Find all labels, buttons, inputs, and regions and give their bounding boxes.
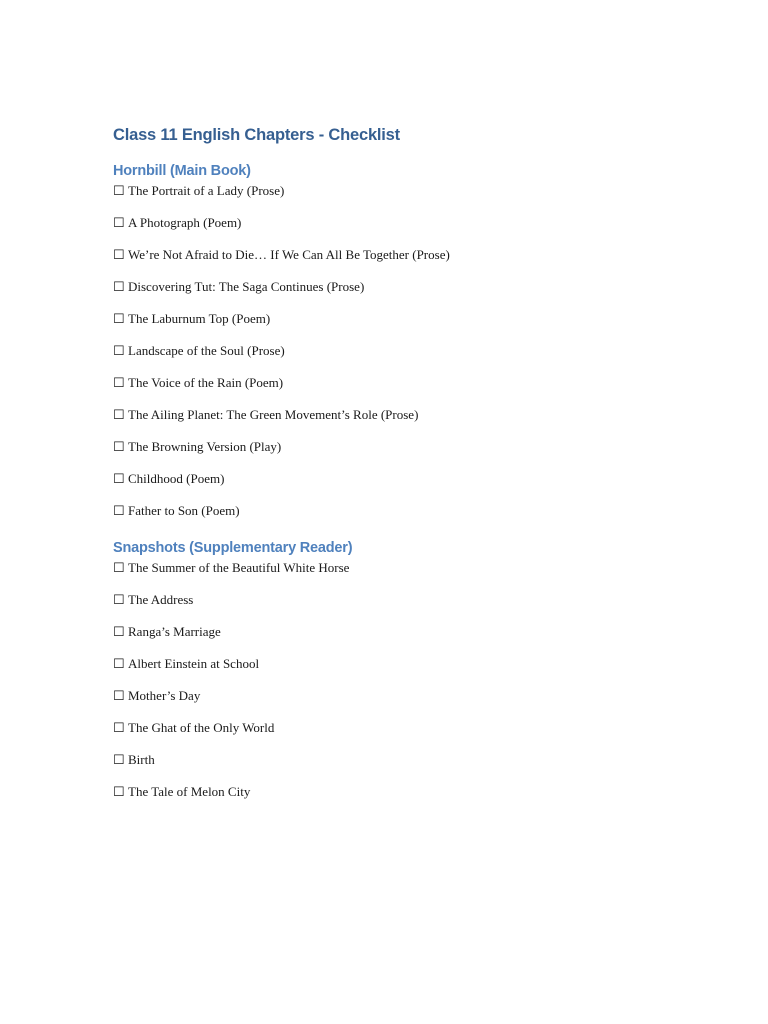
checklist-item-label: Birth <box>128 752 155 767</box>
checklist-item <box>113 470 673 502</box>
checklist-item <box>113 719 673 751</box>
checklist-item <box>113 246 673 278</box>
checklist-item-label: Albert Einstein at School <box>128 656 260 671</box>
checklist-item <box>113 655 673 687</box>
checklist-item-label: Ranga’s Marriage <box>128 624 221 639</box>
checklist-item <box>113 502 673 534</box>
checklist-item <box>113 438 673 470</box>
checklist-item-label: Discovering Tut: The Saga Continues (Prose) <box>128 279 365 294</box>
checklist-item-label: The Address <box>128 592 194 607</box>
checklist-item-label: A Photograph (Poem) <box>128 215 242 230</box>
checklist-item-label: The Summer of the Beautiful White Horse <box>128 560 350 575</box>
section-heading-hornbill: Hornbill (Main Book) <box>113 163 251 179</box>
checklist-item <box>113 374 673 406</box>
checkbox-icon[interactable]: ☐ <box>113 624 125 639</box>
checkbox-icon[interactable]: ☐ <box>113 311 125 326</box>
checklist-item-label: The Voice of the Rain (Poem) <box>128 375 284 390</box>
checklist-item <box>113 214 673 246</box>
checklist-snapshots <box>113 559 673 815</box>
checklist-item-label: Childhood (Poem) <box>128 471 225 486</box>
checklist-item <box>113 278 673 310</box>
checkbox-icon[interactable]: ☐ <box>113 407 125 422</box>
checklist-item <box>113 751 673 783</box>
checklist-item-label: Mother’s Day <box>128 688 201 703</box>
checkbox-icon[interactable]: ☐ <box>113 592 125 607</box>
checklist-item-label: The Tale of Melon City <box>128 784 251 799</box>
page-title: Class 11 English Chapters - Checklist <box>113 126 400 144</box>
checkbox-icon[interactable]: ☐ <box>113 247 125 262</box>
checkbox-icon[interactable]: ☐ <box>113 343 125 358</box>
checklist-hornbill <box>113 182 673 534</box>
checkbox-icon[interactable]: ☐ <box>113 375 125 390</box>
checkbox-icon[interactable]: ☐ <box>113 656 125 671</box>
checklist-item <box>113 310 673 342</box>
checkbox-icon[interactable]: ☐ <box>113 784 125 799</box>
checklist-item <box>113 591 673 623</box>
checkbox-icon[interactable]: ☐ <box>113 688 125 703</box>
checkbox-icon[interactable]: ☐ <box>113 720 125 735</box>
checklist-item-label: Father to Son (Poem) <box>128 503 240 518</box>
checklist-item <box>113 182 673 214</box>
checkbox-icon[interactable]: ☐ <box>113 752 125 767</box>
checkbox-icon[interactable]: ☐ <box>113 471 125 486</box>
checklist-item-label: The Browning Version (Play) <box>128 439 282 454</box>
checklist-item <box>113 559 673 591</box>
checkbox-icon[interactable]: ☐ <box>113 183 125 198</box>
checklist-item <box>113 406 673 438</box>
checkbox-icon[interactable]: ☐ <box>113 215 125 230</box>
checkbox-icon[interactable]: ☐ <box>113 439 125 454</box>
checklist-item <box>113 687 673 719</box>
section-heading-snapshots: Snapshots (Supplementary Reader) <box>113 540 353 556</box>
checklist-item-label: The Ailing Planet: The Green Movement’s Role (Prose) <box>128 407 419 422</box>
checklist-item-label: Landscape of the Soul (Prose) <box>128 343 285 358</box>
checkbox-icon[interactable]: ☐ <box>113 560 125 575</box>
checkbox-icon[interactable]: ☐ <box>113 279 125 294</box>
checklist-item <box>113 342 673 374</box>
checklist-item-label: The Portrait of a Lady (Prose) <box>128 183 285 198</box>
checklist-item <box>113 783 673 815</box>
checklist-item-label: The Laburnum Top (Poem) <box>128 311 271 326</box>
document-page <box>113 124 673 815</box>
checklist-item <box>113 623 673 655</box>
checklist-item-label: We’re Not Afraid to Die… If We Can All Be Together (Prose) <box>128 247 450 262</box>
checkbox-icon[interactable]: ☐ <box>113 503 125 518</box>
checklist-item-label: The Ghat of the Only World <box>128 720 275 735</box>
